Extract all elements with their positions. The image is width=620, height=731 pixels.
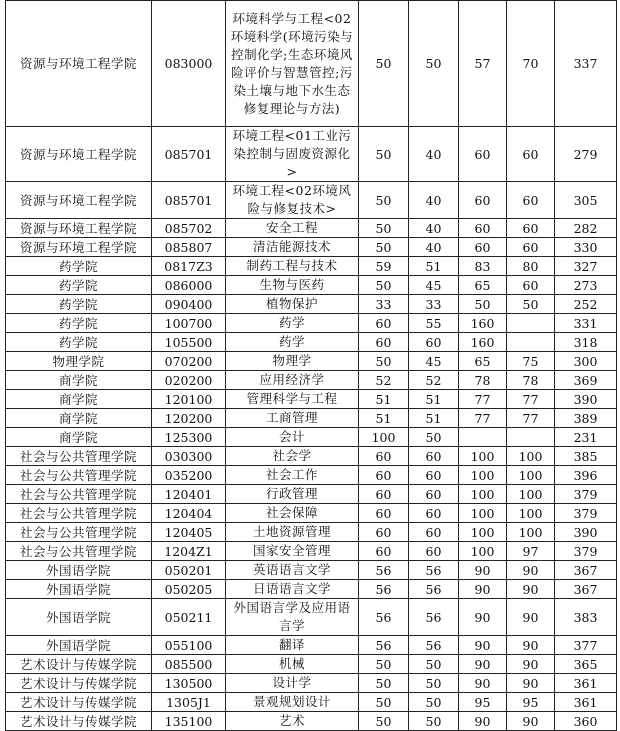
college-cell: 药学院 — [6, 295, 152, 314]
score-cell: 90 — [507, 655, 555, 674]
total-score-cell: 365 — [555, 655, 617, 674]
college-cell: 药学院 — [6, 314, 152, 333]
score-cell: 60 — [409, 466, 459, 485]
score-cell: 160 — [459, 333, 507, 352]
score-cell: 70 — [507, 1, 555, 127]
score-cell: 60 — [507, 127, 555, 182]
score-cell: 100 — [459, 447, 507, 466]
total-score-cell: 305 — [555, 182, 617, 219]
total-score-cell: 327 — [555, 257, 617, 276]
major-cell: 药学 — [226, 314, 359, 333]
major-cell: 行政管理 — [226, 485, 359, 504]
college-cell: 资源与环境工程学院 — [6, 219, 152, 238]
major-cell: 英语语言文学 — [226, 561, 359, 580]
college-cell: 社会与公共管理学院 — [6, 466, 152, 485]
table-row — [6, 655, 617, 674]
score-cell: 100 — [359, 428, 409, 447]
total-score-cell: 361 — [555, 693, 617, 712]
college-cell: 商学院 — [6, 409, 152, 428]
score-cell: 95 — [507, 693, 555, 712]
score-cell: 51 — [359, 390, 409, 409]
total-score-cell: 360 — [555, 712, 617, 731]
major-cell: 艺术 — [226, 712, 359, 731]
major-cell: 制药工程与技术 — [226, 257, 359, 276]
table-row — [6, 561, 617, 580]
score-cell: 50 — [359, 1, 409, 127]
code-cell: 100700 — [152, 314, 226, 333]
score-cell: 90 — [507, 561, 555, 580]
score-cell: 51 — [409, 257, 459, 276]
college-cell: 商学院 — [6, 371, 152, 390]
score-cell: 100 — [459, 485, 507, 504]
table-row — [6, 428, 617, 447]
college-cell: 商学院 — [6, 390, 152, 409]
total-score-cell: 279 — [555, 127, 617, 182]
major-cell: 国家安全管理 — [226, 542, 359, 561]
college-cell: 艺术设计与传媒学院 — [6, 655, 152, 674]
score-cell: 78 — [507, 371, 555, 390]
total-score-cell: 361 — [555, 674, 617, 693]
code-cell: 050201 — [152, 561, 226, 580]
score-cell: 78 — [459, 371, 507, 390]
major-cell: 工商管理 — [226, 409, 359, 428]
table-row — [6, 504, 617, 523]
code-cell: 120401 — [152, 485, 226, 504]
total-score-cell: 337 — [555, 1, 617, 127]
major-cell: 环境工程<02环境风险与修复技术> — [226, 182, 359, 219]
table-row — [6, 636, 617, 655]
table-row — [6, 409, 617, 428]
major-cell: 应用经济学 — [226, 371, 359, 390]
score-cell: 50 — [359, 276, 409, 295]
score-cell: 60 — [459, 238, 507, 257]
score-cell: 51 — [359, 409, 409, 428]
college-cell: 药学院 — [6, 276, 152, 295]
score-cell: 50 — [507, 295, 555, 314]
code-cell: 085701 — [152, 182, 226, 219]
college-cell: 艺术设计与传媒学院 — [6, 693, 152, 712]
score-cell: 50 — [359, 219, 409, 238]
score-cell: 60 — [359, 504, 409, 523]
score-cell: 90 — [507, 636, 555, 655]
code-cell: 1204Z1 — [152, 542, 226, 561]
table-row — [6, 333, 617, 352]
score-cell: 160 — [459, 314, 507, 333]
table-row — [6, 580, 617, 599]
total-score-cell: 300 — [555, 352, 617, 371]
table-row — [6, 238, 617, 257]
score-cell: 50 — [359, 712, 409, 731]
score-cell: 50 — [359, 352, 409, 371]
code-cell: 1305J1 — [152, 693, 226, 712]
score-cell: 60 — [409, 447, 459, 466]
score-cell: 60 — [459, 182, 507, 219]
score-cell: 40 — [409, 238, 459, 257]
score-cell: 90 — [459, 712, 507, 731]
college-cell: 商学院 — [6, 428, 152, 447]
score-cell: 50 — [409, 428, 459, 447]
score-cell: 59 — [359, 257, 409, 276]
total-score-cell: 231 — [555, 428, 617, 447]
major-cell: 会计 — [226, 428, 359, 447]
code-cell: 120405 — [152, 523, 226, 542]
total-score-cell: 273 — [555, 276, 617, 295]
score-cell: 33 — [359, 295, 409, 314]
score-cell: 60 — [507, 238, 555, 257]
major-cell: 环境科学与工程<02环境科学(环境污染与控制化学;生态环境风险评价与智慧管控;污染土壤与地下水生态修复理论与方法) — [226, 1, 359, 127]
code-cell: 030300 — [152, 447, 226, 466]
major-cell: 社会保障 — [226, 504, 359, 523]
score-cell: 33 — [409, 295, 459, 314]
major-cell: 土地资源管理 — [226, 523, 359, 542]
score-cell: 90 — [507, 580, 555, 599]
major-cell: 翻译 — [226, 636, 359, 655]
score-cell: 56 — [409, 636, 459, 655]
score-cell — [507, 333, 555, 352]
score-cell: 90 — [459, 636, 507, 655]
table-row — [6, 693, 617, 712]
score-cell: 60 — [359, 447, 409, 466]
score-cell: 60 — [507, 276, 555, 295]
table-row — [6, 485, 617, 504]
table-row — [6, 447, 617, 466]
score-cell: 45 — [409, 276, 459, 295]
score-cell: 90 — [459, 655, 507, 674]
score-cell: 90 — [459, 674, 507, 693]
code-cell: 020200 — [152, 371, 226, 390]
score-cell: 50 — [359, 127, 409, 182]
score-cell: 40 — [409, 127, 459, 182]
total-score-cell: 331 — [555, 314, 617, 333]
major-cell: 景观规划设计 — [226, 693, 359, 712]
code-cell: 083000 — [152, 1, 226, 127]
score-cell: 100 — [507, 485, 555, 504]
score-cell — [507, 314, 555, 333]
score-cell: 100 — [459, 523, 507, 542]
code-cell: 055100 — [152, 636, 226, 655]
total-score-cell: 282 — [555, 219, 617, 238]
total-score-cell: 379 — [555, 485, 617, 504]
score-cell: 56 — [359, 580, 409, 599]
total-score-cell: 367 — [555, 580, 617, 599]
score-cell: 60 — [507, 219, 555, 238]
score-cell: 100 — [459, 466, 507, 485]
total-score-cell: 367 — [555, 561, 617, 580]
table-row — [6, 1, 617, 127]
score-cell: 60 — [409, 333, 459, 352]
score-cell: 60 — [359, 485, 409, 504]
code-cell: 120200 — [152, 409, 226, 428]
code-cell: 125300 — [152, 428, 226, 447]
score-cell: 60 — [459, 219, 507, 238]
code-cell: 070200 — [152, 352, 226, 371]
major-cell: 药学 — [226, 333, 359, 352]
score-cell: 50 — [409, 693, 459, 712]
score-cell: 50 — [359, 655, 409, 674]
code-cell: 130500 — [152, 674, 226, 693]
score-cell: 60 — [359, 523, 409, 542]
total-score-cell: 396 — [555, 466, 617, 485]
score-cell: 60 — [359, 466, 409, 485]
score-cell: 80 — [507, 257, 555, 276]
major-cell: 设计学 — [226, 674, 359, 693]
score-table — [5, 0, 617, 731]
score-cell: 60 — [409, 523, 459, 542]
score-cell: 90 — [507, 674, 555, 693]
score-cell: 56 — [359, 599, 409, 636]
college-cell: 外国语学院 — [6, 580, 152, 599]
table-row — [6, 523, 617, 542]
score-cell: 77 — [507, 409, 555, 428]
score-cell: 52 — [359, 371, 409, 390]
table-row — [6, 599, 617, 636]
score-cell: 77 — [459, 390, 507, 409]
score-cell: 95 — [459, 693, 507, 712]
table-body — [6, 1, 617, 731]
college-cell: 外国语学院 — [6, 561, 152, 580]
major-cell: 环境工程<01工业污染控制与固废资源化> — [226, 127, 359, 182]
score-cell: 90 — [459, 580, 507, 599]
code-cell: 085500 — [152, 655, 226, 674]
code-cell: 090400 — [152, 295, 226, 314]
score-cell: 90 — [459, 561, 507, 580]
score-cell: 100 — [507, 504, 555, 523]
total-score-cell: 252 — [555, 295, 617, 314]
total-score-cell: 390 — [555, 523, 617, 542]
college-cell: 药学院 — [6, 333, 152, 352]
score-cell — [459, 428, 507, 447]
college-cell: 药学院 — [6, 257, 152, 276]
score-cell: 60 — [409, 485, 459, 504]
score-cell: 50 — [409, 655, 459, 674]
score-cell: 60 — [359, 542, 409, 561]
code-cell: 0817Z3 — [152, 257, 226, 276]
college-cell: 艺术设计与传媒学院 — [6, 712, 152, 731]
college-cell: 资源与环境工程学院 — [6, 238, 152, 257]
score-cell: 60 — [359, 314, 409, 333]
major-cell: 安全工程 — [226, 219, 359, 238]
college-cell: 外国语学院 — [6, 599, 152, 636]
college-cell: 社会与公共管理学院 — [6, 504, 152, 523]
score-cell: 60 — [409, 542, 459, 561]
table-row — [6, 390, 617, 409]
major-cell: 外国语言学及应用语言学 — [226, 599, 359, 636]
college-cell: 社会与公共管理学院 — [6, 523, 152, 542]
score-cell: 56 — [359, 636, 409, 655]
code-cell: 085702 — [152, 219, 226, 238]
score-cell: 52 — [409, 371, 459, 390]
score-cell: 100 — [507, 447, 555, 466]
score-cell: 77 — [459, 409, 507, 428]
table-row — [6, 276, 617, 295]
total-score-cell: 318 — [555, 333, 617, 352]
code-cell: 085807 — [152, 238, 226, 257]
score-cell: 90 — [507, 599, 555, 636]
code-cell: 035200 — [152, 466, 226, 485]
table-row — [6, 182, 617, 219]
major-cell: 机械 — [226, 655, 359, 674]
table-row — [6, 295, 617, 314]
college-cell: 社会与公共管理学院 — [6, 542, 152, 561]
table-row — [6, 542, 617, 561]
score-cell: 100 — [459, 504, 507, 523]
code-cell: 135100 — [152, 712, 226, 731]
table-row — [6, 674, 617, 693]
score-cell: 90 — [459, 599, 507, 636]
score-cell: 60 — [507, 182, 555, 219]
score-cell: 57 — [459, 1, 507, 127]
score-cell — [507, 428, 555, 447]
score-cell: 50 — [459, 295, 507, 314]
table-row — [6, 219, 617, 238]
score-cell: 77 — [507, 390, 555, 409]
code-cell: 050211 — [152, 599, 226, 636]
major-cell: 清洁能源技术 — [226, 238, 359, 257]
score-cell: 60 — [409, 504, 459, 523]
college-cell: 社会与公共管理学院 — [6, 485, 152, 504]
table-row — [6, 712, 617, 731]
score-cell: 55 — [409, 314, 459, 333]
college-cell: 外国语学院 — [6, 636, 152, 655]
code-cell: 105500 — [152, 333, 226, 352]
total-score-cell: 379 — [555, 504, 617, 523]
score-cell: 50 — [409, 674, 459, 693]
total-score-cell: 389 — [555, 409, 617, 428]
major-cell: 生物与医药 — [226, 276, 359, 295]
code-cell: 086000 — [152, 276, 226, 295]
score-cell: 50 — [409, 1, 459, 127]
table-row — [6, 257, 617, 276]
score-cell: 45 — [409, 352, 459, 371]
score-cell: 56 — [409, 580, 459, 599]
college-cell: 物理学院 — [6, 352, 152, 371]
score-cell: 75 — [507, 352, 555, 371]
code-cell: 120404 — [152, 504, 226, 523]
college-cell: 社会与公共管理学院 — [6, 447, 152, 466]
score-cell: 40 — [409, 219, 459, 238]
code-cell: 085701 — [152, 127, 226, 182]
score-cell: 60 — [459, 127, 507, 182]
score-cell: 100 — [507, 523, 555, 542]
score-cell: 100 — [507, 466, 555, 485]
table-row — [6, 314, 617, 333]
major-cell: 植物保护 — [226, 295, 359, 314]
score-cell: 50 — [409, 712, 459, 731]
college-cell: 资源与环境工程学院 — [6, 127, 152, 182]
score-cell: 50 — [359, 674, 409, 693]
score-cell: 50 — [359, 238, 409, 257]
code-cell: 050205 — [152, 580, 226, 599]
score-cell: 51 — [409, 409, 459, 428]
score-cell: 65 — [459, 352, 507, 371]
score-cell: 51 — [409, 390, 459, 409]
table-row — [6, 127, 617, 182]
major-cell: 社会工作 — [226, 466, 359, 485]
college-cell: 艺术设计与传媒学院 — [6, 674, 152, 693]
total-score-cell: 385 — [555, 447, 617, 466]
college-cell: 资源与环境工程学院 — [6, 182, 152, 219]
major-cell: 社会学 — [226, 447, 359, 466]
score-cell: 40 — [409, 182, 459, 219]
score-cell: 56 — [409, 561, 459, 580]
score-cell: 90 — [507, 712, 555, 731]
score-cell: 50 — [359, 182, 409, 219]
table-row — [6, 466, 617, 485]
table-row — [6, 371, 617, 390]
code-cell: 120100 — [152, 390, 226, 409]
total-score-cell: 383 — [555, 599, 617, 636]
score-cell: 65 — [459, 276, 507, 295]
major-cell: 日语语言文学 — [226, 580, 359, 599]
score-cell: 50 — [359, 693, 409, 712]
score-cell: 100 — [459, 542, 507, 561]
score-cell: 97 — [507, 542, 555, 561]
table-row — [6, 352, 617, 371]
score-cell: 83 — [459, 257, 507, 276]
score-cell: 60 — [359, 333, 409, 352]
total-score-cell: 369 — [555, 371, 617, 390]
total-score-cell: 377 — [555, 636, 617, 655]
college-cell: 资源与环境工程学院 — [6, 1, 152, 127]
score-cell: 56 — [359, 561, 409, 580]
total-score-cell: 330 — [555, 238, 617, 257]
total-score-cell: 379 — [555, 542, 617, 561]
total-score-cell: 390 — [555, 390, 617, 409]
score-cell: 56 — [409, 599, 459, 636]
major-cell: 物理学 — [226, 352, 359, 371]
major-cell: 管理科学与工程 — [226, 390, 359, 409]
